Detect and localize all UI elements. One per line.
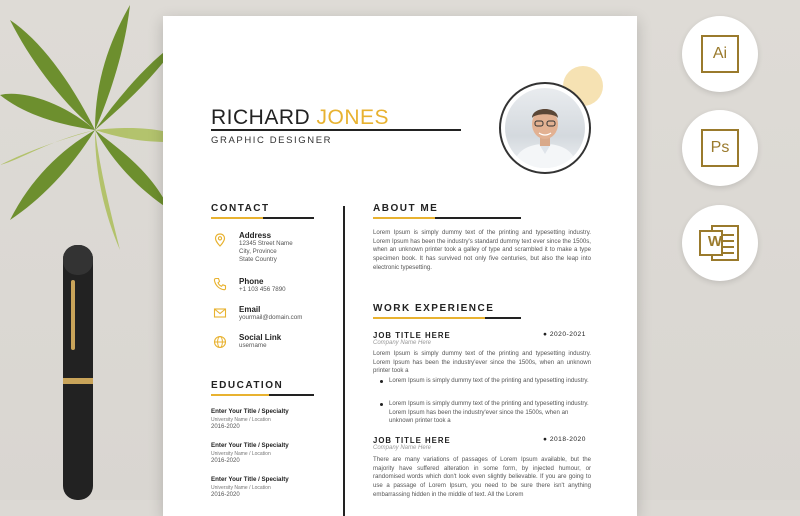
job-description: There are many variations of passages of Lorem Ipsum available, but the majority have suffered alteration in some form, by injected humour, or randomised words which don't look even slightly believable. If you are going to use a passage of Lorem Ipsum, you need to be sure there isn't anything embarrassing hidden in the middle of text. All the Lorem <box>373 456 591 498</box>
about-text: Lorem Ipsum is simply dummy text of the printing and typesetting industry. Lorem Ipsum has been the industry's standard dummy text ever since the 1500s, when an unknown printer took a galley of type and scrambled it to make a type specimen book. It has survived not only five centuries, but also the leap into electronic typesetting. <box>373 229 591 271</box>
address-line-3: State Country <box>239 256 277 263</box>
first-name: RICHARD <box>211 106 311 129</box>
location-pin-icon <box>213 233 227 247</box>
globe-icon <box>213 335 227 349</box>
education-years: 2016-2020 <box>211 424 240 430</box>
pen-decoration <box>55 240 105 500</box>
last-name: JONES <box>316 106 390 129</box>
column-divider <box>343 206 345 516</box>
work-heading: WORK EXPERIENCE <box>373 303 495 314</box>
profile-photo-frame <box>499 82 591 174</box>
word-label: W <box>707 233 723 250</box>
palm-leaf-decoration <box>0 0 190 260</box>
job-bullet: Lorem Ipsum is simply dummy text of the printing and typesetting industry. <box>389 377 591 386</box>
education-rule <box>211 394 314 396</box>
word-icon <box>682 205 758 281</box>
phone-label: Phone <box>239 277 264 286</box>
profile-photo <box>505 88 585 168</box>
address-label: Address <box>239 231 272 240</box>
email-label: Email <box>239 305 261 314</box>
education-heading: EDUCATION <box>211 380 284 391</box>
illustrator-icon <box>682 16 758 92</box>
name-underline <box>211 129 461 131</box>
contact-rule <box>211 217 314 219</box>
work-rule <box>373 317 521 319</box>
education-university: University Name / Location <box>211 451 271 457</box>
education-university: University Name / Location <box>211 417 271 423</box>
contact-heading: CONTACT <box>211 203 270 214</box>
education-title: Enter Your Title / Specialty <box>211 408 289 415</box>
phone-value: +1 103 456 7890 <box>239 286 286 293</box>
resume-page <box>163 16 637 516</box>
job-company: Company Name Here <box>373 340 432 346</box>
social-link-label: Social Link <box>239 333 282 342</box>
email-value: yourmail@domain.com <box>239 314 303 321</box>
job-years: ● 2018-2020 <box>543 436 586 443</box>
photoshop-icon <box>682 110 758 186</box>
job-title-heading: GRAPHIC DESIGNER <box>211 135 333 146</box>
education-title: Enter Your Title / Specialty <box>211 442 289 449</box>
job-title: JOB TITLE HERE <box>373 331 451 340</box>
social-link-value: username <box>239 342 267 349</box>
address-line-2: City, Province <box>239 248 277 255</box>
mail-icon <box>213 306 227 320</box>
job-title: JOB TITLE HERE <box>373 436 451 445</box>
education-years: 2016-2020 <box>211 492 240 498</box>
education-years: 2016-2020 <box>211 458 240 464</box>
education-university: University Name / Location <box>211 485 271 491</box>
job-description: Lorem Ipsum is simply dummy text of the printing and typesetting industry. Lorem Ipsum has been the industry'ever since the 1500s, when an unknown printer took a <box>373 350 591 375</box>
phone-icon <box>213 277 227 291</box>
job-company: Company Name Here <box>373 445 432 451</box>
education-title: Enter Your Title / Specialty <box>211 476 289 483</box>
job-bullet: Lorem Ipsum is simply dummy text of the printing and typesetting industry. Lorem Ipsum has been the industry'ever since the 1500s, when an unknown printer took a <box>389 400 591 426</box>
illustrator-label: Ai <box>701 35 739 73</box>
address-line-1: 12345 Street Name <box>239 240 293 247</box>
resume-name <box>211 106 389 130</box>
photoshop-label: Ps <box>701 129 739 167</box>
about-rule <box>373 217 521 219</box>
job-years: ● 2020-2021 <box>543 331 586 338</box>
about-heading: ABOUT ME <box>373 203 439 214</box>
